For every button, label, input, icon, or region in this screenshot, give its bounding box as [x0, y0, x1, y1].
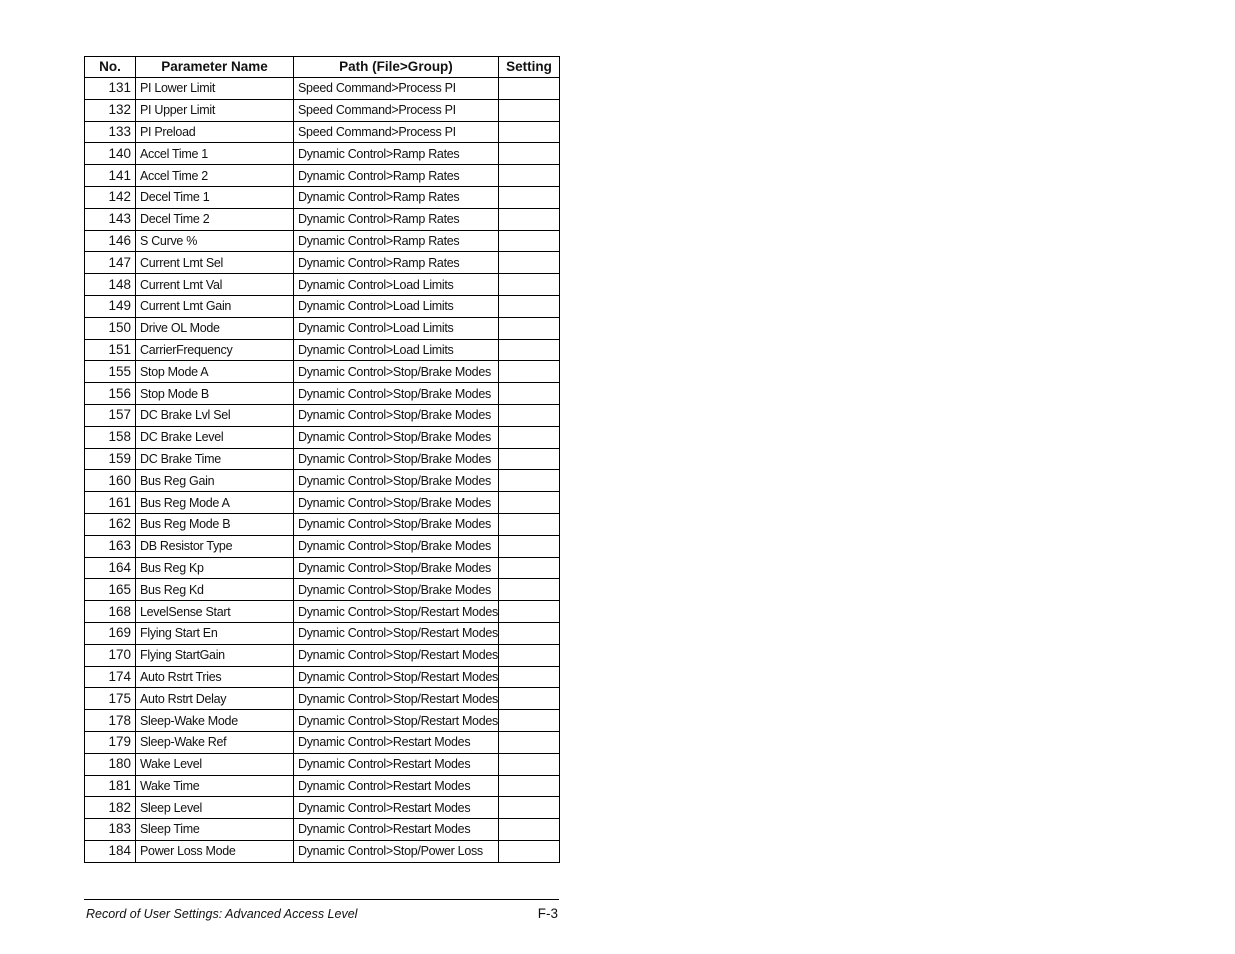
cell-parameter-name: Decel Time 1: [136, 186, 294, 208]
cell-path: Dynamic Control>Stop/Restart Modes: [294, 666, 499, 688]
cell-setting[interactable]: [499, 230, 560, 252]
cell-setting[interactable]: [499, 819, 560, 841]
table-row: [85, 797, 560, 819]
cell-setting[interactable]: [499, 121, 560, 143]
cell-no: 165: [85, 579, 136, 601]
cell-no: 133: [85, 121, 136, 143]
cell-path: Speed Command>Process PI: [294, 121, 499, 143]
cell-setting[interactable]: [499, 317, 560, 339]
cell-path: Dynamic Control>Load Limits: [294, 339, 499, 361]
cell-path: Dynamic Control>Stop/Brake Modes: [294, 404, 499, 426]
cell-parameter-name: LevelSense Start: [136, 601, 294, 623]
cell-setting[interactable]: [499, 208, 560, 230]
cell-path: Dynamic Control>Ramp Rates: [294, 165, 499, 187]
cell-parameter-name: Sleep Time: [136, 819, 294, 841]
cell-setting[interactable]: [499, 165, 560, 187]
table-row: [85, 819, 560, 841]
cell-setting[interactable]: [499, 775, 560, 797]
table-row: [85, 383, 560, 405]
cell-setting[interactable]: [499, 252, 560, 274]
cell-path: Dynamic Control>Stop/Power Loss: [294, 840, 499, 862]
cell-setting[interactable]: [499, 143, 560, 165]
cell-setting[interactable]: [499, 78, 560, 100]
cell-no: 149: [85, 295, 136, 317]
cell-setting[interactable]: [499, 448, 560, 470]
cell-no: 143: [85, 208, 136, 230]
cell-no: 151: [85, 339, 136, 361]
cell-parameter-name: Accel Time 2: [136, 165, 294, 187]
cell-path: Dynamic Control>Load Limits: [294, 295, 499, 317]
cell-path: Dynamic Control>Load Limits: [294, 274, 499, 296]
cell-setting[interactable]: [499, 186, 560, 208]
cell-setting[interactable]: [499, 339, 560, 361]
cell-no: 141: [85, 165, 136, 187]
cell-no: 146: [85, 230, 136, 252]
cell-parameter-name: DC Brake Lvl Sel: [136, 404, 294, 426]
table-row: [85, 840, 560, 862]
cell-setting[interactable]: [499, 295, 560, 317]
table-row: [85, 295, 560, 317]
table-row: [85, 404, 560, 426]
footer-title: Record of User Settings: Advanced Access Level: [86, 907, 358, 921]
table-row: [85, 775, 560, 797]
cell-path: Dynamic Control>Stop/Brake Modes: [294, 470, 499, 492]
table-row: [85, 78, 560, 100]
cell-setting[interactable]: [499, 361, 560, 383]
cell-path: Dynamic Control>Stop/Brake Modes: [294, 361, 499, 383]
cell-no: 140: [85, 143, 136, 165]
cell-path: Dynamic Control>Ramp Rates: [294, 230, 499, 252]
cell-parameter-name: DC Brake Level: [136, 426, 294, 448]
cell-parameter-name: Auto Rstrt Tries: [136, 666, 294, 688]
parameter-table: [84, 56, 560, 863]
table-row: [85, 470, 560, 492]
table-row: [85, 99, 560, 121]
cell-no: 160: [85, 470, 136, 492]
table-row: [85, 121, 560, 143]
cell-no: 155: [85, 361, 136, 383]
cell-setting[interactable]: [499, 426, 560, 448]
cell-parameter-name: S Curve %: [136, 230, 294, 252]
cell-path: Dynamic Control>Load Limits: [294, 317, 499, 339]
cell-path: Dynamic Control>Stop/Brake Modes: [294, 448, 499, 470]
cell-path: Speed Command>Process PI: [294, 78, 499, 100]
cell-path: Dynamic Control>Restart Modes: [294, 753, 499, 775]
cell-no: 175: [85, 688, 136, 710]
cell-no: 182: [85, 797, 136, 819]
cell-no: 168: [85, 601, 136, 623]
cell-no: 159: [85, 448, 136, 470]
cell-no: 131: [85, 78, 136, 100]
cell-parameter-name: Flying StartGain: [136, 644, 294, 666]
cell-parameter-name: DB Resistor Type: [136, 535, 294, 557]
cell-path: Dynamic Control>Stop/Brake Modes: [294, 579, 499, 601]
cell-no: 184: [85, 840, 136, 862]
cell-setting[interactable]: [499, 470, 560, 492]
cell-no: 169: [85, 622, 136, 644]
cell-path: Dynamic Control>Stop/Brake Modes: [294, 383, 499, 405]
cell-path: Dynamic Control>Ramp Rates: [294, 186, 499, 208]
cell-no: 161: [85, 492, 136, 514]
table-row: [85, 317, 560, 339]
header-setting: Setting: [499, 57, 560, 78]
cell-parameter-name: CarrierFrequency: [136, 339, 294, 361]
cell-no: 178: [85, 710, 136, 732]
table-row: [85, 186, 560, 208]
cell-no: 163: [85, 535, 136, 557]
cell-path: Dynamic Control>Stop/Restart Modes: [294, 644, 499, 666]
cell-no: 162: [85, 513, 136, 535]
cell-no: 158: [85, 426, 136, 448]
cell-setting[interactable]: [499, 688, 560, 710]
cell-parameter-name: PI Preload: [136, 121, 294, 143]
table-row: [85, 666, 560, 688]
table-row: [85, 165, 560, 187]
table-row: [85, 622, 560, 644]
header-row: [85, 57, 560, 78]
cell-parameter-name: DC Brake Time: [136, 448, 294, 470]
cell-setting[interactable]: [499, 731, 560, 753]
table-row: [85, 731, 560, 753]
cell-parameter-name: Bus Reg Kd: [136, 579, 294, 601]
footer-rule: [84, 899, 559, 900]
cell-path: Dynamic Control>Restart Modes: [294, 731, 499, 753]
table-row: [85, 252, 560, 274]
cell-no: 183: [85, 819, 136, 841]
cell-no: 148: [85, 274, 136, 296]
table-row: [85, 710, 560, 732]
cell-path: Dynamic Control>Ramp Rates: [294, 143, 499, 165]
cell-no: 132: [85, 99, 136, 121]
cell-setting[interactable]: [499, 557, 560, 579]
cell-path: Dynamic Control>Stop/Brake Modes: [294, 535, 499, 557]
cell-path: Dynamic Control>Restart Modes: [294, 775, 499, 797]
cell-path: Dynamic Control>Ramp Rates: [294, 208, 499, 230]
cell-parameter-name: Wake Level: [136, 753, 294, 775]
table-row: [85, 274, 560, 296]
page-number: F-3: [537, 906, 558, 921]
cell-parameter-name: PI Upper Limit: [136, 99, 294, 121]
cell-path: Dynamic Control>Stop/Brake Modes: [294, 492, 499, 514]
cell-setting[interactable]: [499, 513, 560, 535]
table-row: [85, 535, 560, 557]
cell-parameter-name: Current Lmt Val: [136, 274, 294, 296]
cell-setting[interactable]: [499, 666, 560, 688]
cell-setting[interactable]: [499, 579, 560, 601]
header-path: Path (File>Group): [294, 57, 499, 78]
cell-no: 157: [85, 404, 136, 426]
cell-parameter-name: Auto Rstrt Delay: [136, 688, 294, 710]
cell-parameter-name: Decel Time 2: [136, 208, 294, 230]
cell-setting[interactable]: [499, 535, 560, 557]
cell-parameter-name: Sleep-Wake Ref: [136, 731, 294, 753]
cell-parameter-name: Bus Reg Mode B: [136, 513, 294, 535]
table-header: [85, 57, 560, 78]
cell-no: 147: [85, 252, 136, 274]
table-row: [85, 208, 560, 230]
header-no: No.: [85, 57, 136, 78]
cell-path: Dynamic Control>Stop/Brake Modes: [294, 513, 499, 535]
cell-parameter-name: Stop Mode A: [136, 361, 294, 383]
cell-setting[interactable]: [499, 710, 560, 732]
table-body: [85, 78, 560, 863]
cell-setting[interactable]: [499, 622, 560, 644]
cell-parameter-name: Bus Reg Gain: [136, 470, 294, 492]
cell-parameter-name: Current Lmt Sel: [136, 252, 294, 274]
cell-parameter-name: Current Lmt Gain: [136, 295, 294, 317]
table-row: [85, 557, 560, 579]
cell-path: Dynamic Control>Ramp Rates: [294, 252, 499, 274]
cell-path: Dynamic Control>Stop/Restart Modes: [294, 601, 499, 623]
cell-path: Dynamic Control>Stop/Brake Modes: [294, 426, 499, 448]
table-row: [85, 644, 560, 666]
cell-path: Dynamic Control>Restart Modes: [294, 819, 499, 841]
cell-setting[interactable]: [499, 601, 560, 623]
cell-path: Dynamic Control>Restart Modes: [294, 797, 499, 819]
cell-setting[interactable]: [499, 404, 560, 426]
cell-setting[interactable]: [499, 840, 560, 862]
cell-parameter-name: Drive OL Mode: [136, 317, 294, 339]
cell-parameter-name: PI Lower Limit: [136, 78, 294, 100]
cell-parameter-name: Bus Reg Kp: [136, 557, 294, 579]
table-row: [85, 339, 560, 361]
table-row: [85, 143, 560, 165]
cell-no: 156: [85, 383, 136, 405]
cell-no: 181: [85, 775, 136, 797]
cell-path: Dynamic Control>Stop/Brake Modes: [294, 557, 499, 579]
table-row: [85, 361, 560, 383]
cell-setting[interactable]: [499, 492, 560, 514]
table-row: [85, 601, 560, 623]
cell-no: 170: [85, 644, 136, 666]
cell-parameter-name: Stop Mode B: [136, 383, 294, 405]
cell-no: 150: [85, 317, 136, 339]
cell-parameter-name: Bus Reg Mode A: [136, 492, 294, 514]
cell-no: 174: [85, 666, 136, 688]
cell-setting[interactable]: [499, 274, 560, 296]
cell-setting[interactable]: [499, 753, 560, 775]
cell-no: 164: [85, 557, 136, 579]
cell-no: 179: [85, 731, 136, 753]
table-row: [85, 448, 560, 470]
table-row: [85, 753, 560, 775]
cell-no: 142: [85, 186, 136, 208]
cell-no: 180: [85, 753, 136, 775]
cell-path: Dynamic Control>Stop/Restart Modes: [294, 688, 499, 710]
cell-parameter-name: Wake Time: [136, 775, 294, 797]
cell-path: Speed Command>Process PI: [294, 99, 499, 121]
cell-parameter-name: Sleep-Wake Mode: [136, 710, 294, 732]
cell-parameter-name: Power Loss Mode: [136, 840, 294, 862]
table-row: [85, 579, 560, 601]
table-row: [85, 688, 560, 710]
cell-setting[interactable]: [499, 383, 560, 405]
cell-parameter-name: Flying Start En: [136, 622, 294, 644]
table-row: [85, 492, 560, 514]
table-row: [85, 426, 560, 448]
cell-path: Dynamic Control>Stop/Restart Modes: [294, 710, 499, 732]
cell-setting[interactable]: [499, 99, 560, 121]
cell-setting[interactable]: [499, 644, 560, 666]
cell-path: Dynamic Control>Stop/Restart Modes: [294, 622, 499, 644]
cell-parameter-name: Accel Time 1: [136, 143, 294, 165]
table-row: [85, 513, 560, 535]
table-row: [85, 230, 560, 252]
cell-parameter-name: Sleep Level: [136, 797, 294, 819]
header-parameter-name: Parameter Name: [136, 57, 294, 78]
cell-setting[interactable]: [499, 797, 560, 819]
